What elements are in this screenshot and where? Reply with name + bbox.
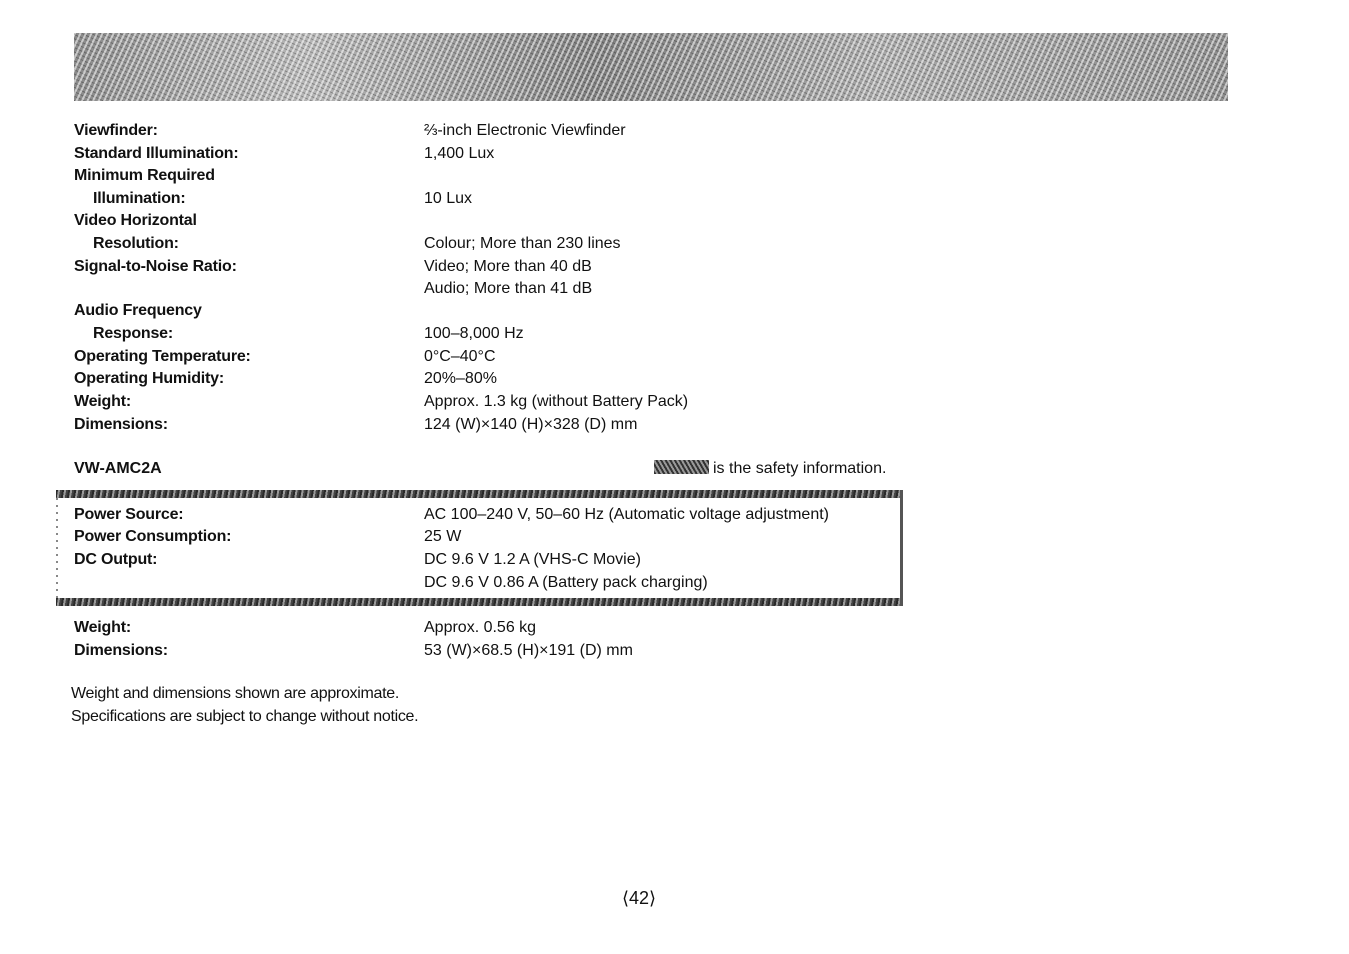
spec-label: Dimensions: bbox=[74, 642, 168, 659]
spec-row bbox=[74, 368, 224, 391]
spec-value: 100–8,000 Hz bbox=[424, 325, 524, 342]
safety-spec-row bbox=[74, 549, 157, 572]
box-bottom-border bbox=[56, 598, 900, 606]
spec-value: ⅔-inch Electronic Viewfinder bbox=[424, 122, 626, 139]
footnote-approximate: Weight and dimensions shown are approximate. bbox=[71, 685, 400, 702]
box-top-border bbox=[56, 490, 900, 498]
spec-value: 10 Lux bbox=[424, 190, 473, 207]
spec-label: Power Source: bbox=[74, 506, 184, 523]
header-banner bbox=[74, 33, 1228, 101]
spec-label: Resolution: bbox=[93, 235, 179, 252]
spec-label: Weight: bbox=[74, 619, 131, 636]
safety-spec-row bbox=[74, 504, 183, 527]
spec-row bbox=[74, 120, 158, 143]
spec-label: Power Consumption: bbox=[74, 528, 232, 545]
safety-spec-row bbox=[74, 526, 231, 549]
spec-value: Approx. 0.56 kg bbox=[424, 619, 537, 636]
spec-label: Operating Temperature: bbox=[74, 348, 251, 365]
spec-label: Viewfinder: bbox=[74, 122, 158, 139]
spec-row bbox=[74, 165, 215, 188]
safety-note bbox=[654, 460, 886, 478]
spec-label: Dimensions: bbox=[74, 416, 168, 433]
spec-label: Response: bbox=[93, 325, 173, 342]
spec-label: Minimum Required bbox=[74, 167, 215, 184]
spec-value: Colour; More than 230 lines bbox=[424, 235, 621, 252]
spec-value: AC 100–240 V, 50–60 Hz (Automatic voltage adjustment) bbox=[424, 506, 829, 523]
spec-row bbox=[74, 414, 168, 437]
spec-row bbox=[74, 256, 237, 279]
spec-row bbox=[74, 300, 202, 323]
footnote-change-notice: Specifications are subject to change without notice. bbox=[71, 708, 419, 725]
spec-row bbox=[74, 640, 168, 663]
spec-value: Approx. 1.3 kg (without Battery Pack) bbox=[424, 393, 689, 410]
spec-label: Weight: bbox=[74, 393, 131, 410]
safety-mark-icon bbox=[654, 460, 709, 474]
spec-row bbox=[74, 391, 131, 414]
spec-value: 20%–80% bbox=[424, 370, 497, 387]
spec-row bbox=[74, 617, 131, 640]
spec-value: Video; More than 40 dB bbox=[424, 258, 592, 275]
spec-value: 25 W bbox=[424, 528, 462, 545]
spec-row bbox=[74, 188, 186, 211]
spec-row bbox=[74, 323, 173, 346]
spec-value: 124 (W)×140 (H)×328 (D) mm bbox=[424, 416, 638, 433]
spec-label: Standard Illumination: bbox=[74, 145, 239, 162]
spec-label: Operating Humidity: bbox=[74, 370, 224, 387]
spec-label: Illumination: bbox=[93, 190, 186, 207]
spec-value: 1,400 Lux bbox=[424, 145, 495, 162]
spec-row bbox=[74, 210, 197, 233]
spec-row bbox=[74, 233, 179, 256]
spec-value: DC 9.6 V 1.2 A (VHS-C Movie) bbox=[424, 551, 641, 568]
spec-label: Signal-to-Noise Ratio: bbox=[74, 258, 237, 275]
safety-note-text: is the safety information. bbox=[713, 460, 887, 477]
spec-label: Audio Frequency bbox=[74, 302, 202, 319]
spec-row bbox=[74, 346, 251, 369]
spec-row bbox=[74, 143, 239, 166]
spec-value: Audio; More than 41 dB bbox=[424, 280, 593, 297]
spec-value: DC 9.6 V 0.86 A (Battery pack charging) bbox=[424, 574, 708, 591]
box-left-border bbox=[56, 498, 58, 598]
page-number: ⟨42⟩ bbox=[622, 888, 657, 908]
spec-label: Video Horizontal bbox=[74, 212, 197, 229]
spec-value: 0°C–40°C bbox=[424, 348, 496, 365]
spec-value: 53 (W)×68.5 (H)×191 (D) mm bbox=[424, 642, 633, 659]
adapter-model-title: VW-AMC2A bbox=[74, 460, 162, 477]
spec-label: DC Output: bbox=[74, 551, 158, 568]
